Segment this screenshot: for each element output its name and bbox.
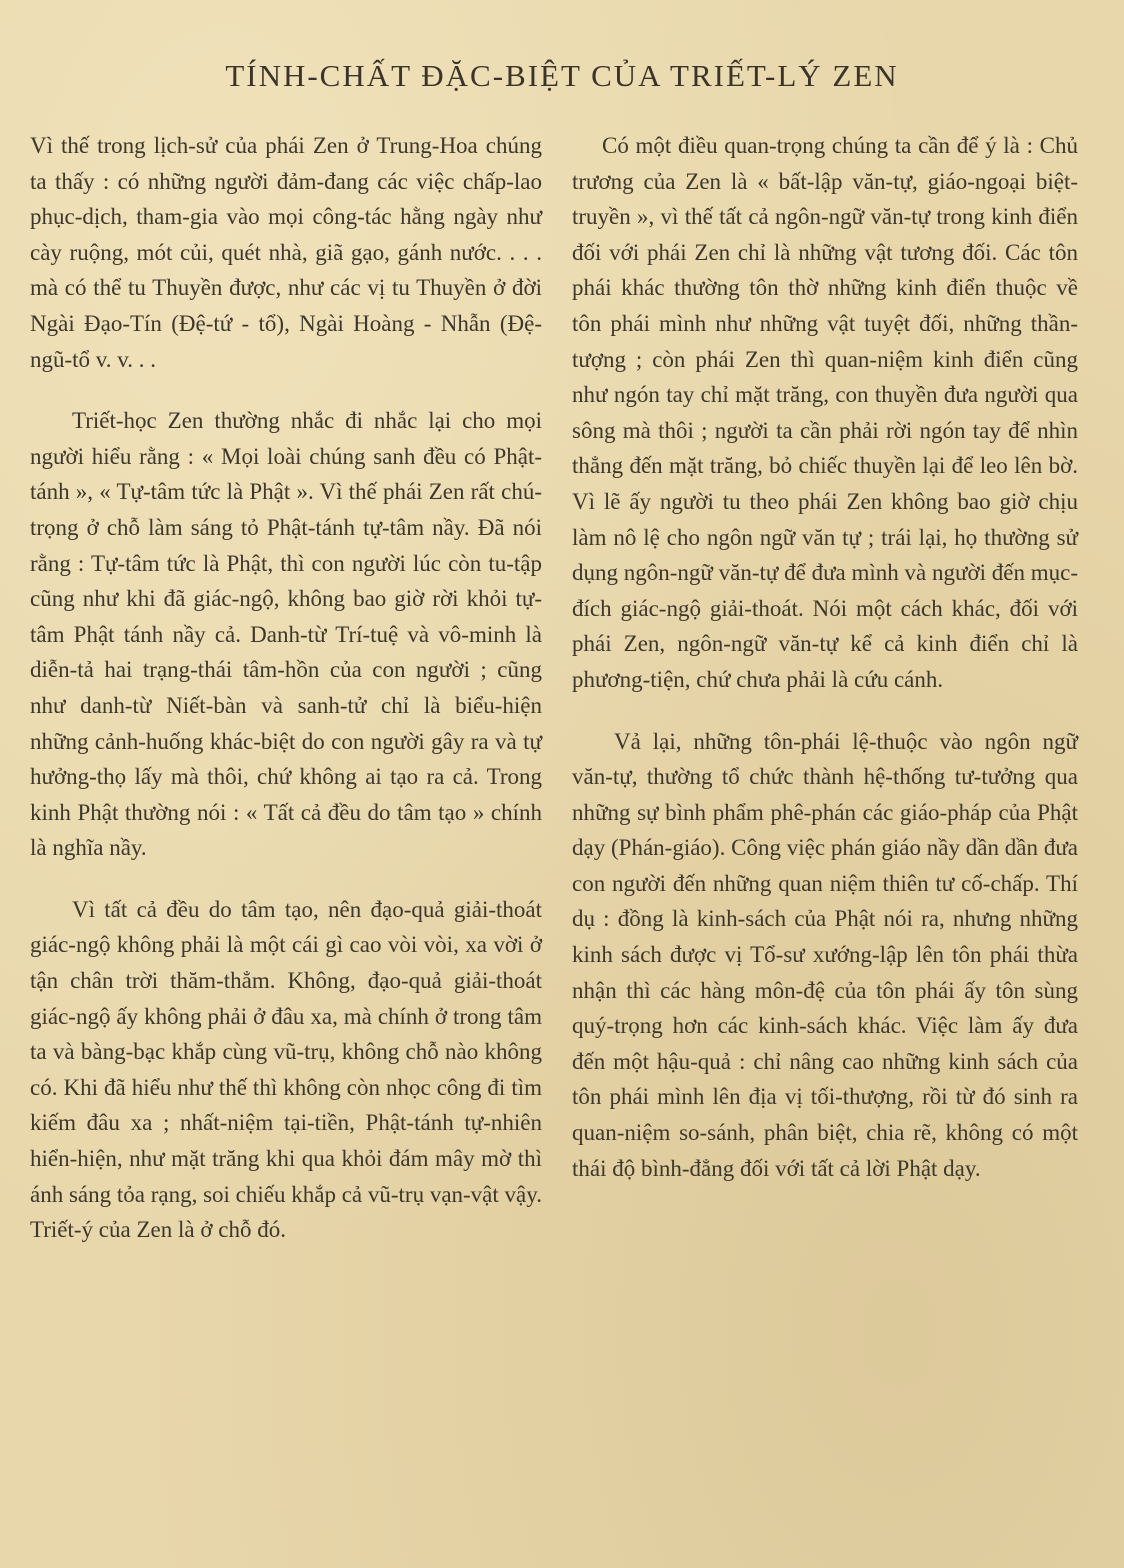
left-paragraph-2: Triết-học Zen thường nhắc đi nhắc lại cho mọi người hiểu rằng : « Mọi loài chúng sanh đều có Phật-tánh », « Tự-tâm tức là Phật ». Vì thế phái Zen rất chú-trọng ở chỗ làm sáng tỏ Phật-tánh tự-tâm nầy. Đã nói rằng : Tự-tâm tức là Phật, thì con người lúc còn tu-tập cũng như khi đã giác-ngộ, không bao giờ rời khỏi tự-tâm Phật tánh nầy cả. Danh-từ Trí-tuệ và vô-minh là diễn-tả hai trạng-thái tâm-hồn của con người ; cũng như danh-từ Niết-bàn và sanh-tử chỉ là biểu-hiện những cảnh-huống khác-biệt do con người gây ra và tự hưởng-thọ lấy mà thôi, chứ không ai tạo ra cả. Trong kinh Phật thường nói : « Tất cả đều do tâm tạo » chính là nghĩa nầy. [30, 408, 542, 861]
running-title: TÍNH-CHẤT ĐẶC-BIỆT CỦA TRIẾT-LÝ ZEN [225, 58, 899, 93]
left-paragraph-1: Vì thế trong lịch-sử của phái Zen ở Trung-Hoa chúng ta thấy : có những người đảm-đang các việc chấp-lao phục-dịch, tham-gia vào mọi công-tác hằng ngày như cày ruộng, mót củi, quét nhà, giã gạo, gánh nước. . . . mà có thể tu Thuyền được, như các vị tu Thuyền ở đời Ngài Đạo-Tín (Đệ-tứ - tổ), Ngài Hoàng - Nhẫn (Đệ-ngũ-tổ v. v. . . [30, 133, 542, 372]
right-paragraph-2: Vả lại, những tôn-phái lệ-thuộc vào ngôn ngữ văn-tự, thường tổ chức thành hệ-thống tư-tưởng qua những sự bình phẩm phê-phán các giáo-pháp của Phật dạy (Phán-giáo). Công việc phán giáo nầy dần dần đưa con người đến những quan niệm thiên tư cố-chấp. Thí dụ : đồng là kinh-sách của Phật nói ra, nhưng những kinh sách được vị Tổ-sư xướng-lập lên tôn phái thừa nhận thì các hàng môn-đệ của tôn phái ấy tôn sùng quý-trọng hơn các kinh-sách khác. Việc làm ấy đưa đến một hậu-quả : chỉ nâng cao những kinh sách của tôn phái mình lên địa vị tối-thượng, rồi từ đó sinh ra quan-niệm so-sánh, phân biệt, chia rẽ, không có một thái độ bình-đẳng đối với tất cả lời Phật dạy. [572, 728, 1078, 1181]
right-column [572, 128, 1078, 1186]
right-paragraph-1: Có một điều quan-trọng chúng ta cần để ý là : Chủ trương của Zen là « bất-lập văn-tự, giáo-ngoại biệt-truyền », vì thế tất cả ngôn-ngữ văn-tự trong kinh điển đối với phái Zen chỉ là những vật tương đối. Các tôn phái khác thường tôn thờ những kinh điển thuộc về tôn phái mình như những vật tuyệt đối, những thần-tượng ; còn phái Zen thì quan-niệm kinh điển cũng như ngón tay chỉ mặt trăng, con thuyền đưa người qua sông mà thôi ; người ta cần phải rời ngón tay để nhìn thẳng đến mặt trăng, bỏ chiếc thuyền lại để leo lên bờ. Vì lẽ ấy người tu theo phái Zen không bao giờ chịu làm nô lệ cho ngôn ngữ văn tự ; trái lại, họ thường sử dụng ngôn-ngữ văn-tự để đưa mình và người đến mục-đích giác-ngộ giải-thoát. Nói một cách khác, đối với phái Zen, ngôn-ngữ văn-tự kể cả kinh điển chỉ là phương-tiện, chứ chưa phải là cứu cánh. [572, 133, 1078, 692]
left-column [30, 128, 542, 1248]
left-paragraph-3: Vì tất cả đều do tâm tạo, nên đạo-quả giải-thoát giác-ngộ không phải là một cái gì cao vòi vòi, xa vời ở tận chân trời thăm-thẳm. Không, đạo-quả giải-thoát giác-ngộ ấy không phải ở đâu xa, mà chính ở trong tâm ta và bàng-bạc khắp cùng vũ-trụ, không chỗ nào không có. Khi đã hiểu như thế thì không còn nhọc công đi tìm kiếm đâu xa ; nhất-niệm tại-tiền, Phật-tánh tự-nhiên hiển-hiện, như mặt trăng khi qua khỏi đám mây mờ thì ánh sáng tỏa rạng, soi chiếu khắp cả vũ-trụ vạn-vật vậy. Triết-ý của Zen là ở chỗ đó. [30, 896, 542, 1243]
